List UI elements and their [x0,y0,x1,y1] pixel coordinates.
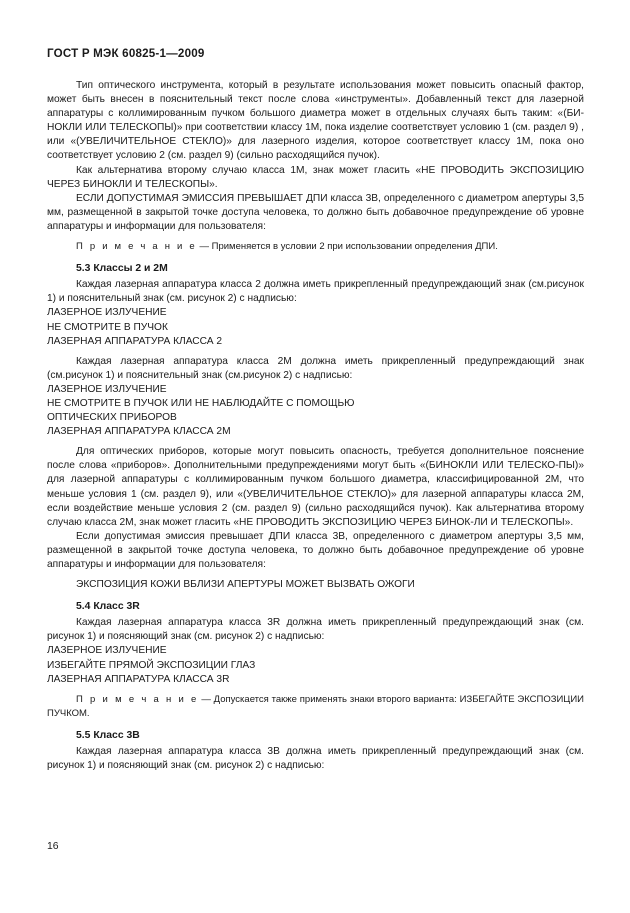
paragraph: Тип оптического инструмента, который в результате использования может повысить опасный фактор, может быть внесен в пояснительный текст после слова «инструменты». Добавленный текст для лазерной аппаратуры с коллимированным пучком большого диаметра может в отдельных случаях быть таким: «(БИ-НОКЛИ ИЛИ ТЕЛЕСКОПЫ)» при соответствии классу 1М, пока изделие соответствует условию 1 (см. раздел 9) , или «(УВЕЛИЧИТЕЛЬНОЕ СТЕКЛО)» для лазерного изделия, которое соответствует классу 1М, пока оно соответствует условию 2 (см. раздел 9) (сильно расходящийся пучок). [47,80,584,162]
paragraph: Каждая лазерная аппаратура класса 2 должна иметь прикрепленный предупреждающий знак (см.рисунок 1) и пояснительный знак (см. рисунок 2) с надписью: [47,279,584,305]
sign-text: ОПТИЧЕСКИХ ПРИБОРОВ [47,412,177,424]
sign-text: НЕ СМОТРИТЕ В ПУЧОК ИЛИ НЕ НАБЛЮДАЙТЕ С ПОМОЩЬЮ [47,397,355,409]
sign-text: НЕ СМОТРИТЕ В ПУЧОК [47,321,168,333]
section-heading: 5.5 Класс 3В [76,729,140,741]
note-text: — Применяется в условии 2 при использовании определения ДПИ. [196,241,498,253]
document-body [47,79,584,773]
sign-text: ЛАЗЕРНАЯ АППАРАТУРА КЛАССА 2 [47,335,223,347]
page-number: 16 [47,841,59,852]
document-header: ГОСТ Р МЭК 60825-1—2009 [47,47,205,60]
note-label: П р и м е ч а н и е [76,241,197,253]
paragraph: Каждая лазерная аппаратура класса 2М должна иметь прикрепленный предупреждающий знак (см.рисунок 1) и пояснительный знак (см.рисунок 2) с надписью: [47,355,584,381]
sign-text: ЛАЗЕРНАЯ АППАРАТУРА КЛАССА 3R [47,673,230,685]
sign-text: ЛАЗЕРНАЯ АППАРАТУРА КЛАССА 2М [47,426,231,438]
sign-text: ЛАЗЕРНОЕ ИЗЛУЧЕНИЕ [47,645,167,657]
paragraph: ЕСЛИ ДОПУСТИМАЯ ЭМИССИЯ ПРЕВЫШАЕТ ДПИ класса 3В, определенного с диаметром апертуры 3,5 мм, размещенной в закрытой точке доступа человека, то должно быть добавочное предупреждение об уровне аппаратуры и информации для пользователя: [47,192,584,232]
paragraph: Каждая лазерная аппаратура класса 3R должна иметь прикрепленный предупреждающий знак (см. рисунок 1) и поясняющий знак (см. рисунок 2) с надписью: [47,617,584,643]
sign-text: ЛАЗЕРНОЕ ИЗЛУЧЕНИЕ [47,307,167,319]
note-text: — Допускается также применять знаки второго варианта: ИЗБЕГАЙТЕ ЭКСПОЗИЦИИ ПУЧКОМ. [47,693,584,719]
sign-text: ЛАЗЕРНОЕ ИЗЛУЧЕНИЕ [47,383,167,395]
note [47,240,584,254]
paragraph: Если допустимая эмиссия превышает ДПИ класса 3В, определенного с диаметром апертуры 3,5 мм, размещенной в закрытой точке доступа человека, то должно быть добавочное предупреждение об уровне аппаратуры и информации для пользователя: [47,530,584,570]
note-label: П р и м е ч а н и е [76,693,199,705]
paragraph: Каждая лазерная аппаратура класса 3В должна иметь прикрепленный предупреждающий знак (см. рисунок 1) и поясняющий знак (см. рисунок 2) с надписью: [47,746,584,772]
paragraph: Как альтернатива второму случаю класса 1М, знак может гласить «НЕ ПРОВОДИТЬ ЭКСПОЗИЦИЮ ЧЕРЕЗ БИНОКЛИ И ТЕЛЕСКОПЫ». [47,164,584,190]
warning-text: ЭКСПОЗИЦИЯ КОЖИ ВБЛИЗИ АПЕРТУРЫ МОЖЕТ ВЫЗВАТЬ ОЖОГИ [76,579,415,591]
paragraph: Для оптических приборов, которые могут повысить опасность, требуется дополнительное пояснение после слова «приборов». Дополнительными предупреждениями могут быть «(БИНОКЛИ ИЛИ ТЕЛЕСКО-ПЫ)» для лазерной аппаратуры с коллимированным пучком большого диаметра, классифицированной 2М, что меньше условия 1 (см. раздел 9), или «(УВЕЛИЧИТЕЛЬНОЕ СТЕКЛО)» для лазерной аппаратуры класса 2М, если воздействие меньше условия 2 (см. раздел 9) (сильно расходящийся пучок). Как альтернатива второму случаю класса 2М, знак может гласить «НЕ ПРОВОДИТЬ ЭКСПОЗИЦИЮ ЧЕРЕЗ БИНОК-ЛИ И ТЕЛЕСКОПЫ». [47,446,584,528]
section-heading: 5.4 Класс 3R [76,601,140,613]
section-heading: 5.3 Классы 2 и 2М [76,263,168,275]
sign-text: ИЗБЕГАЙТЕ ПРЯМОЙ ЭКСПОЗИЦИИ ГЛАЗ [47,659,256,671]
note [47,693,584,721]
